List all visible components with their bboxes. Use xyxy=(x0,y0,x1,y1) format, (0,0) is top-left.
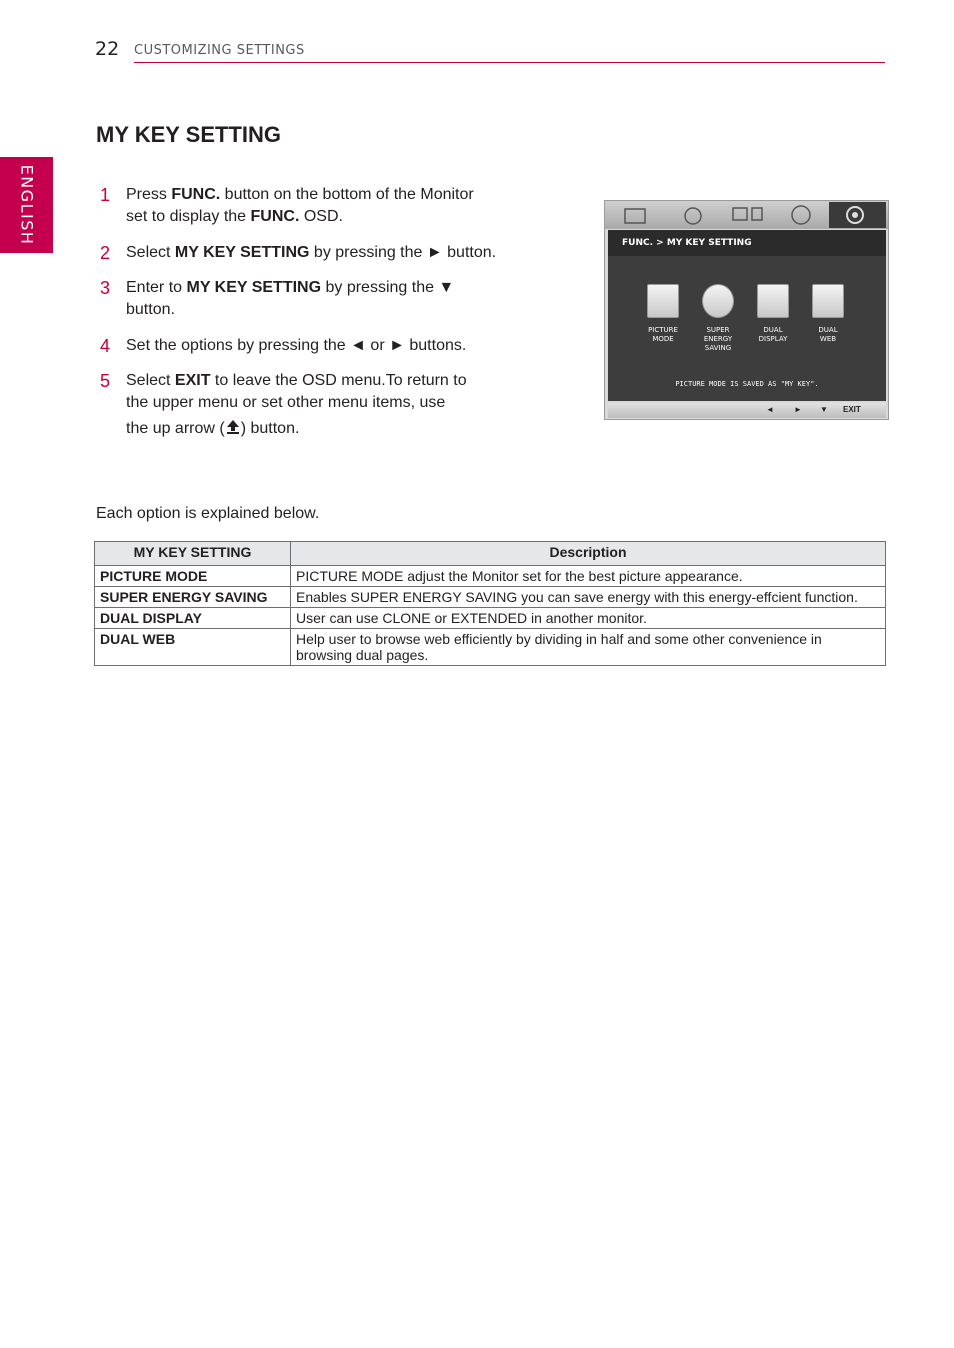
table-cell-desc: Enables SUPER ENERGY SAVING you can save energy with this energy-effcient function. xyxy=(291,587,886,608)
osd-item-label: DUAL DISPLAY xyxy=(758,326,788,343)
osd-item-super-energy-saving xyxy=(688,284,748,353)
intro-text: Each option is explained below. xyxy=(96,505,320,522)
osd-tab-icons xyxy=(605,201,888,229)
step-text: Press FUNC. button on the bottom of the Monitor set to display the FUNC. OSD. xyxy=(126,186,474,225)
osd-tab-bar xyxy=(605,201,888,229)
step-number: 1 xyxy=(100,185,111,205)
up-arrow-icon xyxy=(225,419,241,435)
step-number: 2 xyxy=(100,243,111,263)
osd-item-dual-display xyxy=(743,284,803,344)
section-title: CUSTOMIZING SETTINGS xyxy=(134,43,305,58)
osd-item-label: DUAL WEB xyxy=(818,326,838,343)
osd-message: PICTURE MODE IS SAVED AS "MY KEY". xyxy=(675,380,819,388)
page-title: MY KEY SETTING xyxy=(96,122,282,147)
table-cell-desc: Help user to browse web efficiently by dividing in half and some other convenience in browsing dual pages. xyxy=(291,629,886,666)
step-number: 5 xyxy=(100,371,111,391)
osd-breadcrumb xyxy=(608,230,886,256)
osd-item-label: PICTURE MODE xyxy=(648,326,678,343)
osd-item-dual-web xyxy=(798,284,858,344)
picture-tab-icon xyxy=(625,209,645,223)
osd-breadcrumb-current: MY KEY SETTING xyxy=(666,238,752,248)
osd-item-picture-mode xyxy=(633,284,693,344)
globe-tab-icon xyxy=(792,206,810,224)
table-cell-desc: User can use CLONE or EXTENDED in another monitor. xyxy=(291,608,886,629)
display-tab-icon xyxy=(733,208,747,220)
page-number: 22 xyxy=(95,38,120,60)
language-tab xyxy=(0,157,53,253)
table-header-row xyxy=(95,542,886,566)
table-row xyxy=(95,587,886,608)
table-row xyxy=(95,566,886,587)
osd-main-panel xyxy=(608,256,886,401)
osd-right-arrow: ► xyxy=(794,405,802,414)
super-energy-saving-icon xyxy=(702,284,734,318)
table-row xyxy=(95,629,886,666)
step-text: Select MY KEY SETTING by pressing the ► button. xyxy=(126,244,497,261)
table-cell-key: PICTURE MODE xyxy=(95,566,291,587)
table-header: Description xyxy=(291,542,886,566)
osd-item-label: SUPER ENERGY SAVING xyxy=(703,326,733,352)
energy-tab-icon xyxy=(685,208,701,224)
dual-web-icon xyxy=(812,284,844,318)
osd-breadcrumb-prefix: FUNC. > xyxy=(622,238,667,248)
osd-left-arrow: ◄ xyxy=(766,405,774,414)
table-cell-key: SUPER ENERGY SAVING xyxy=(95,587,291,608)
table-header: MY KEY SETTING xyxy=(95,542,291,566)
table-cell-key: DUAL DISPLAY xyxy=(95,608,291,629)
step-number: 4 xyxy=(100,336,111,356)
step-text: Set the options by pressing the ◄ or ► buttons. xyxy=(126,337,467,354)
table-row xyxy=(95,608,886,629)
step-text: Enter to MY KEY SETTING by pressing the ▼ button. xyxy=(126,279,455,318)
dual-display-icon xyxy=(757,284,789,318)
header-divider xyxy=(134,62,885,63)
osd-screenshot xyxy=(604,200,889,420)
step-number: 3 xyxy=(100,278,111,298)
osd-down-arrow: ▼ xyxy=(820,405,828,414)
table-cell-desc: PICTURE MODE adjust the Monitor set for the best picture appearance. xyxy=(291,566,886,587)
options-table xyxy=(94,541,886,666)
picture-mode-icon xyxy=(647,284,679,318)
step-text: Select EXIT to leave the OSD menu.To return to the upper menu or set other menu items, use the up arrow ( ) button. xyxy=(126,372,467,437)
osd-footer xyxy=(608,403,886,418)
table-cell-key: DUAL WEB xyxy=(95,629,291,666)
language-label: ENGLISH xyxy=(17,164,37,246)
osd-exit-label: EXIT xyxy=(843,405,861,414)
